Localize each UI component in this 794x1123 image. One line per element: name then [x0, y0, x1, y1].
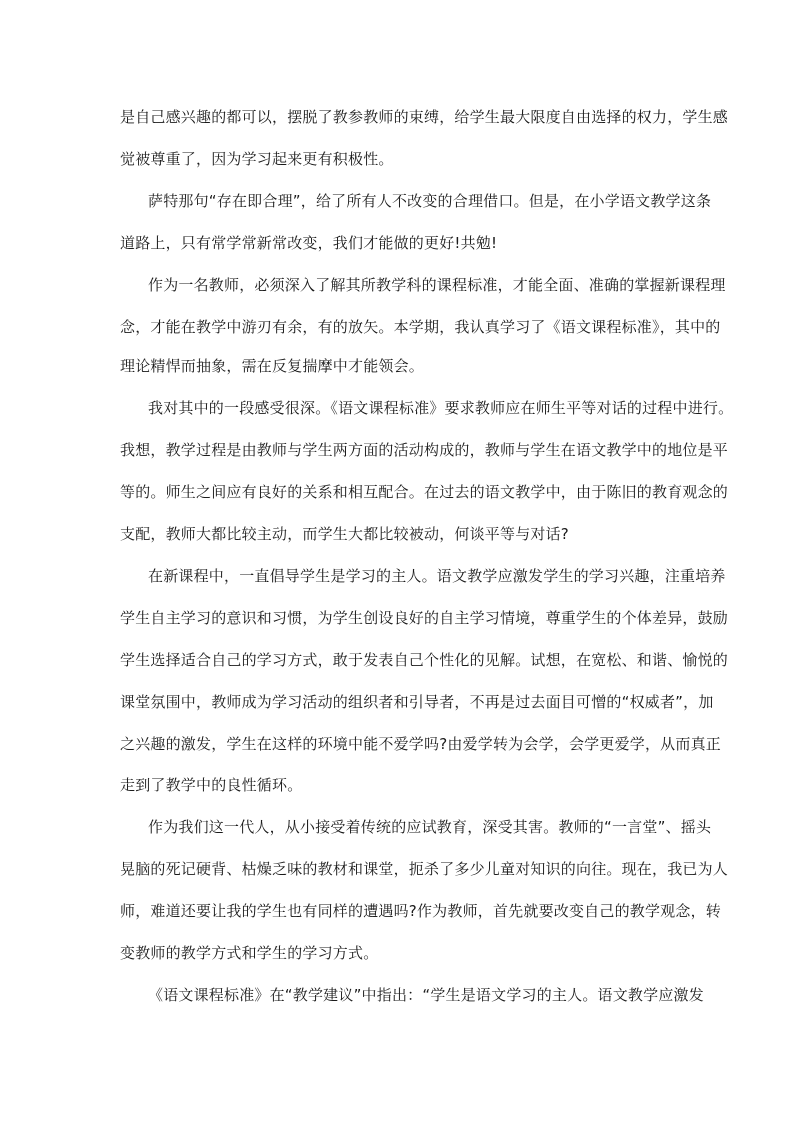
text-line: 我想，教学过程是由教师与学生两方面的活动构成的，教师与学生在语文教学中的地位是平 [120, 441, 729, 459]
text-line: 支配，教师大都比较主动，而学生大都比较被动，何谈平等与对话? [120, 525, 569, 543]
paragraph-first-line: 萨特那句“存在即合理”，给了所有人不改变的合理借口。但是，在小学语文教学这条 [148, 192, 712, 210]
text-line: 晃脑的死记硬背、枯燥乏味的教材和课堂，扼杀了多少儿童对知识的向往。现在，我已为人 [120, 860, 729, 878]
paragraph-first-line: 《语文课程标准》在“教学建议”中指出：“学生是语文学习的主人。语文教学应激发 [148, 986, 704, 1004]
paragraph-first-line: 在新课程中，一直倡导学生是学习的主人。语文教学应激发学生的学习兴趣，注重培养 [148, 567, 726, 585]
paragraph-first-line: 我对其中的一段感受很深。《语文课程标准》要求教师应在师生平等对话的过程中进行。 [148, 399, 734, 417]
text-line: 变教师的教学方式和学生的学习方式。 [120, 944, 379, 962]
text-line: 学生选择适合自己的学习方式，敢于发表自己个性化的见解。试想，在宽松、和谐、愉悦的 [120, 651, 729, 669]
text-line: 等的。师生之间应有良好的关系和相互配合。在过去的语文教学中，由于陈旧的教育观念的 [120, 483, 729, 501]
paragraph-first-line: 作为一名教师，必须深入了解其所教学科的课程标准，才能全面、准确的掌握新课程理 [148, 276, 726, 294]
text-line: 走到了教学中的良性循环。 [120, 776, 303, 794]
text-line: 学生自主学习的意识和习惯，为学生创设良好的自主学习情境，尊重学生的个体差异，鼓励 [120, 609, 729, 627]
text-line: 觉被尊重了，因为学习起来更有积极性。 [120, 150, 394, 168]
text-line: 是自己感兴趣的都可以，摆脱了教参教师的束缚，给学生最大限度自由选择的权力，学生感 [120, 108, 729, 126]
text-line: 理论精悍而抽象，需在反复揣摩中才能领会。 [120, 357, 425, 375]
text-line: 之兴趣的激发，学生在这样的环境中能不爱学吗?由爱学转为会学，会学更爱学，从而真正 [120, 735, 721, 753]
text-line: 师，难道还要让我的学生也有同样的遭遇吗?作为教师，首先就要改变自己的教学观念，转 [120, 902, 721, 920]
text-line: 念，才能在教学中游刃有余，有的放矢。本学期，我认真学习了《语文课程标准》，其中的 [120, 318, 721, 336]
paragraph-first-line: 作为我们这一代人，从小接受着传统的应试教育，深受其害。教师的“一言堂”、摇头 [148, 818, 712, 836]
text-line: 课堂氛围中，教师成为学习活动的组织者和引导者，不再是过去面目可憎的“权威者”，加 [120, 693, 714, 711]
text-line: 道路上，只有常学常新常改变，我们才能做的更好!共勉! [120, 234, 498, 252]
